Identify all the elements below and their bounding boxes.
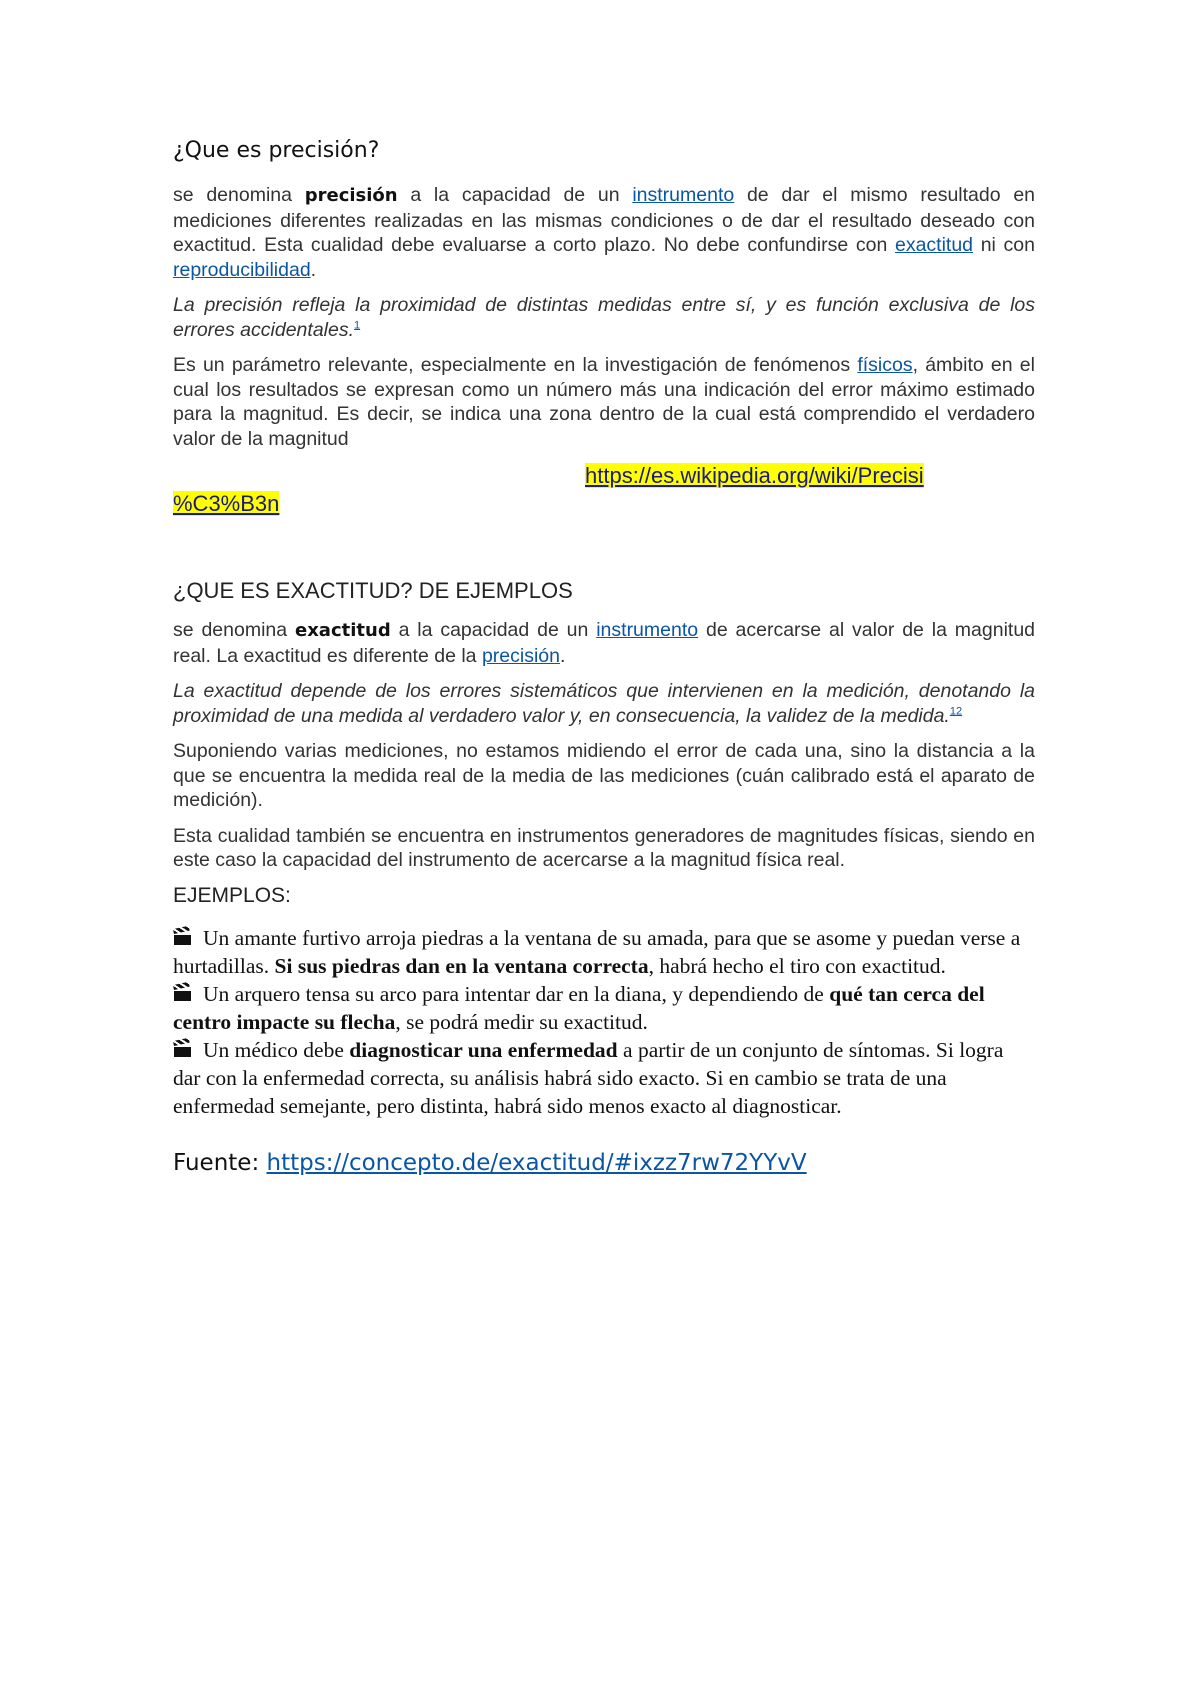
- text-run: se denomina: [173, 184, 305, 206]
- text-run: a la capacidad de un: [390, 619, 597, 641]
- wikipedia-link-line2[interactable]: %C3%B3n: [173, 491, 280, 516]
- bold-text: diagnosticar una enfermedad: [349, 1037, 618, 1062]
- text-run: Un médico debe: [203, 1037, 350, 1062]
- text-run: Es un parámetro relevante, especialmente en la investigación de fenómenos: [173, 354, 858, 376]
- bold-text: Si sus piedras dan en la ventana correcta: [274, 953, 649, 978]
- link-reproducibilidad[interactable]: reproducibilidad: [173, 258, 311, 281]
- clapperboard-icon: [173, 928, 193, 946]
- text-run: , ámbito en el cual los resultados se expresan como un número más una indicación del error máximo estimado para la magnitud. Es decir, se indica una zona dentro de la cual está comprendido el verdadero valor de la magnitud: [173, 354, 1035, 450]
- link-exactitud[interactable]: exactitud: [894, 234, 974, 256]
- section-title-precision: ¿Que es precisión?: [173, 138, 380, 163]
- footnote-ref-12[interactable]: 12: [949, 705, 963, 717]
- examples-list: [173, 924, 1035, 1120]
- source-line: [173, 1150, 1035, 1176]
- text-run: Un arquero tensa su arco para intentar dar en la diana, y dependiendo de: [203, 981, 830, 1006]
- precision-definition-paragraph: [173, 183, 1035, 282]
- exactitud-italic-paragraph: [173, 679, 1035, 728]
- exactitud-generators-paragraph: Esta cualidad también se encuentra en instrumentos generadores de magnitudes físicas, siendo en este caso la capacidad del instrumento de acercarse a la magnitud física real.: [173, 824, 1035, 871]
- document-page: [173, 138, 1035, 1176]
- bold-term-exactitud: exactitud: [294, 620, 391, 641]
- examples-heading: EJEMPLOS:: [173, 883, 291, 907]
- clapperboard-icon: [173, 1040, 193, 1058]
- footnote-ref-1[interactable]: 1: [354, 319, 361, 331]
- italic-text: La precisión refleja la proximidad de distintas medidas entre sí, y es función exclusiva de los errores accidentales.: [173, 294, 1035, 341]
- exactitud-definition-paragraph: [173, 618, 1035, 668]
- source-label: Fuente:: [173, 1149, 267, 1176]
- link-precision[interactable]: precisión: [481, 644, 560, 667]
- bold-text: qué tan cerca del centro impacte su flecha: [173, 981, 985, 1034]
- text-run: de dar el mismo resultado en mediciones diferentes realizadas en las mismas condiciones o de dar el resultado deseado con exactitud. Esta cualidad debe evaluarse a corto plazo. No debe confundirse con: [173, 184, 1036, 256]
- wikipedia-url-block: [173, 462, 1035, 518]
- precision-parameter-paragraph: [173, 353, 1035, 451]
- text-run: .: [310, 258, 317, 281]
- section-title-exactitud: ¿QUE ES EXACTITUD? DE EJEMPLOS: [173, 578, 573, 603]
- text-run: de acercarse al valor de la magnitud real. La exactitud es diferente de la: [173, 619, 1036, 667]
- list-item: [173, 1036, 1035, 1120]
- exactitud-measurements-paragraph: Suponiendo varias mediciones, no estamos midiendo el error de cada una, sino la distancia a la que se encuentra la medida real de la media de las mediciones (cuán calibrado está el aparato de medición).: [173, 740, 1035, 811]
- link-instrumento-2[interactable]: instrumento: [596, 619, 699, 641]
- wikipedia-link-line1[interactable]: https://es.wikipedia.org/wiki/Precisi: [585, 463, 924, 488]
- text-run: a la capacidad de un: [397, 184, 633, 206]
- source-link[interactable]: https://concepto.de/exactitud/#ixzz7rw72YYvV: [266, 1149, 807, 1176]
- link-fisicos[interactable]: físicos: [857, 354, 913, 376]
- text-run: a partir de un conjunto de síntomas. Si logra dar con la enfermedad correcta, su análisis habrá sido exacto. Si en cambio se trata de una enfermedad semejante, pero distinta, habrá sido menos exacto al diagnosticar.: [173, 1037, 1004, 1118]
- text-run: Un amante furtivo arroja piedras a la ventana de su amada, para que se asome y puedan verse a hurtadillas.: [173, 925, 1021, 978]
- link-instrumento[interactable]: instrumento: [632, 184, 735, 206]
- text-run: se denomina: [173, 619, 295, 641]
- text-run: ni con: [973, 234, 1036, 256]
- precision-italic-paragraph: [173, 293, 1035, 342]
- text-run: .: [560, 644, 566, 667]
- bold-term-precision: precisión: [304, 185, 398, 206]
- list-item: [173, 924, 1035, 980]
- text-run: , se podrá medir su exactitud.: [395, 1009, 648, 1034]
- text-run: , habrá hecho el tiro con exactitud.: [648, 953, 946, 978]
- clapperboard-icon: [173, 984, 193, 1002]
- italic-text: La exactitud depende de los errores sistemáticos que intervienen en la medición, denotando la proximidad de una medida al verdadero valor y, en consecuencia, la validez de la medida.: [173, 680, 1035, 727]
- list-item: [173, 980, 1035, 1036]
